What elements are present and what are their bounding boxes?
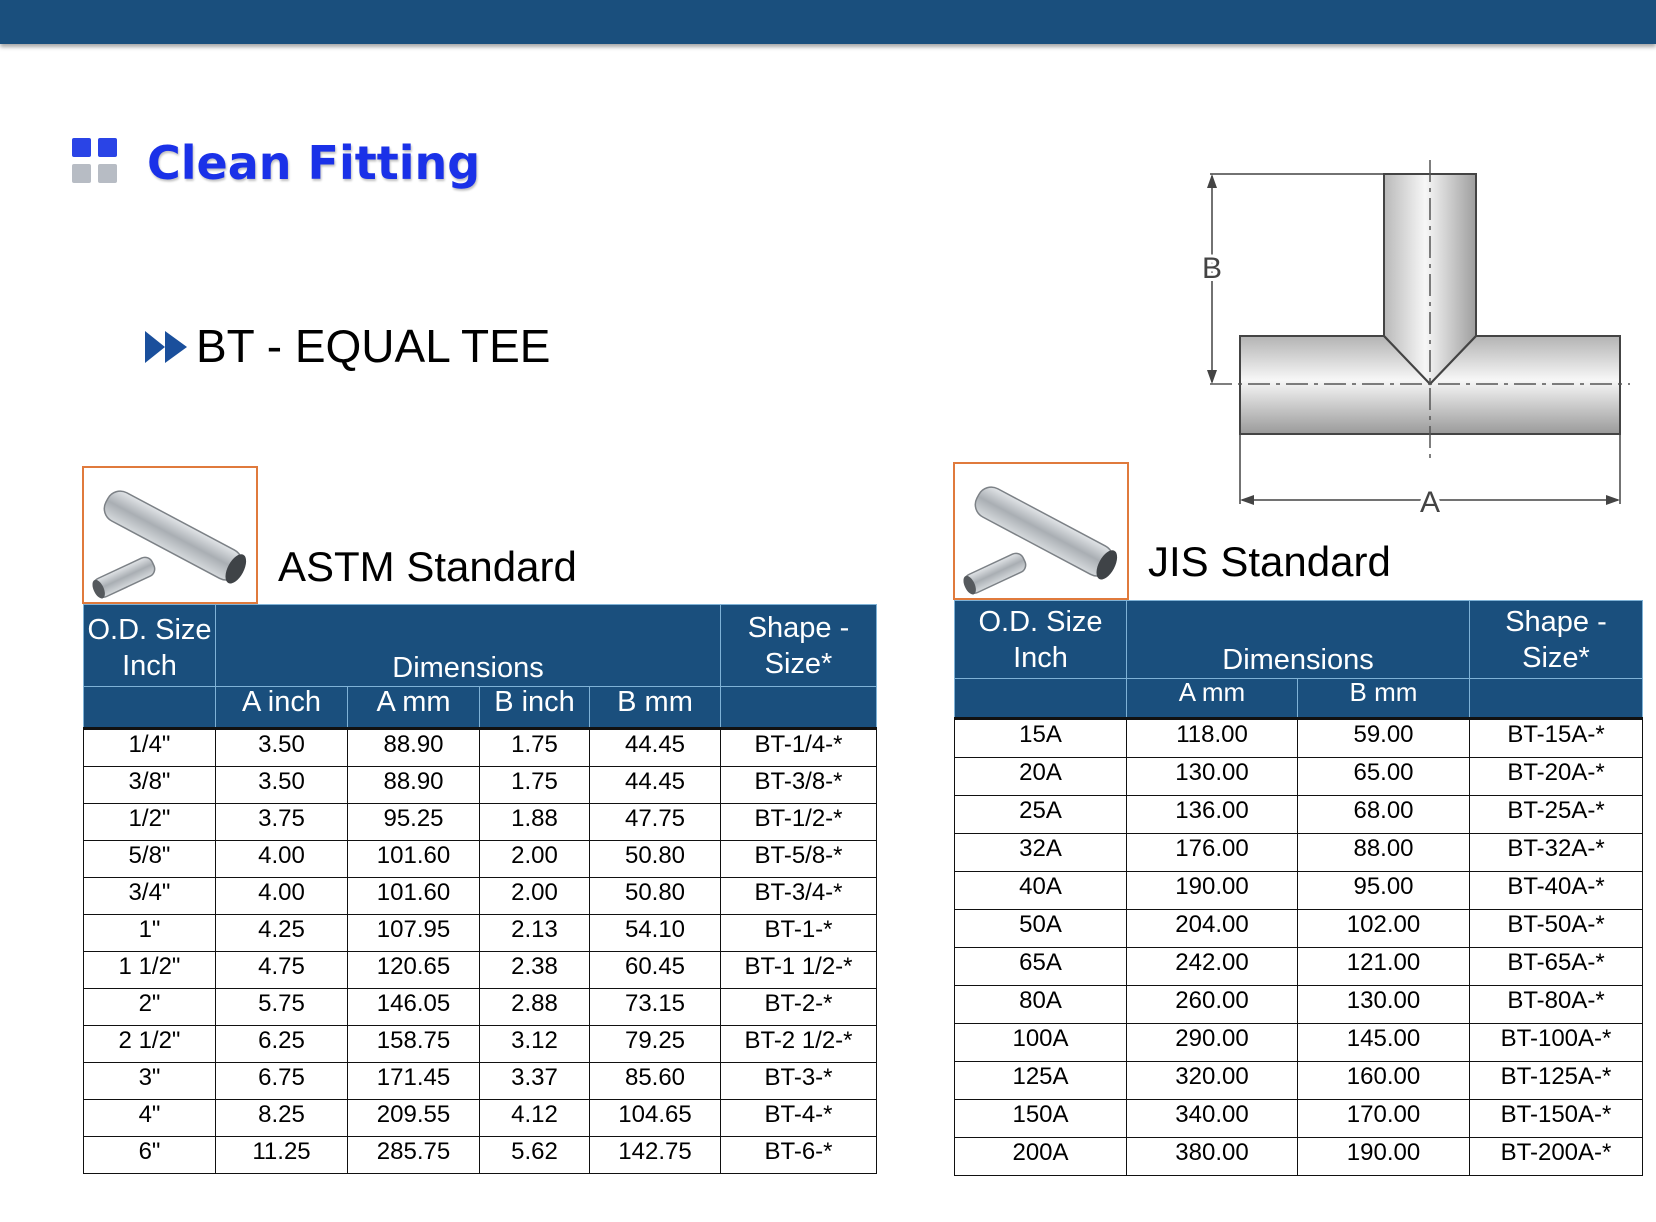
- table-row: [84, 915, 877, 952]
- table-row: [84, 841, 877, 878]
- table-row: [955, 910, 1643, 948]
- table-cell: 102.00: [1298, 910, 1470, 948]
- table-cell: BT-1/2-*: [721, 804, 877, 841]
- table-cell: BT-50A-*: [1470, 910, 1643, 948]
- table-cell: 2.38: [480, 952, 590, 989]
- table-cell: 2.88: [480, 989, 590, 1026]
- table-cell: 146.05: [348, 989, 480, 1026]
- table-cell: 25A: [955, 796, 1127, 834]
- table-cell: 3.50: [216, 729, 348, 767]
- tee-dimension-diagram: [1190, 152, 1630, 524]
- jis-spec-table: [954, 600, 1643, 1176]
- table-cell: BT-3-*: [721, 1063, 877, 1100]
- equal-tee-photo: [953, 462, 1129, 600]
- table-cell: 142.75: [590, 1137, 721, 1174]
- table-cell: BT-32A-*: [1470, 834, 1643, 872]
- table-cell: 6.75: [216, 1063, 348, 1100]
- table-cell: 118.00: [1127, 719, 1298, 758]
- table-cell: 107.95: [348, 915, 480, 952]
- table-cell: 54.10: [590, 915, 721, 952]
- table-cell: 4": [84, 1100, 216, 1137]
- table-cell: 101.60: [348, 841, 480, 878]
- table-cell: 136.00: [1127, 796, 1298, 834]
- table-cell: 5.75: [216, 989, 348, 1026]
- four-squares-icon: [72, 138, 126, 192]
- table-cell: BT-80A-*: [1470, 986, 1643, 1024]
- table-cell: 204.00: [1127, 910, 1298, 948]
- table-cell: 1.75: [480, 729, 590, 767]
- table-row: [84, 952, 877, 989]
- col-a-mm: A mm: [1127, 679, 1298, 719]
- table-cell: BT-3/8-*: [721, 767, 877, 804]
- table-cell: 80A: [955, 986, 1127, 1024]
- table-cell: BT-1-*: [721, 915, 877, 952]
- col-od-size-sub: [84, 687, 216, 729]
- table-cell: 2.00: [480, 878, 590, 915]
- table-row: [955, 872, 1643, 910]
- table-cell: 125A: [955, 1062, 1127, 1100]
- table-cell: 5/8": [84, 841, 216, 878]
- table-cell: 3.75: [216, 804, 348, 841]
- table-cell: 4.75: [216, 952, 348, 989]
- table-cell: 50A: [955, 910, 1127, 948]
- table-cell: 285.75: [348, 1137, 480, 1174]
- table-cell: 100A: [955, 1024, 1127, 1062]
- table-row: [84, 729, 877, 767]
- table-cell: 88.00: [1298, 834, 1470, 872]
- table-cell: 44.45: [590, 729, 721, 767]
- col-a-mm: A mm: [348, 687, 480, 729]
- table-cell: 68.00: [1298, 796, 1470, 834]
- table-cell: 95.00: [1298, 872, 1470, 910]
- table-row: [84, 804, 877, 841]
- table-cell: 50.80: [590, 878, 721, 915]
- table-cell: 3": [84, 1063, 216, 1100]
- jis-standard-label: JIS Standard: [1148, 538, 1391, 585]
- table-row: [955, 1138, 1643, 1176]
- table-cell: BT-1/4-*: [721, 729, 877, 767]
- table-cell: BT-5/8-*: [721, 841, 877, 878]
- table-cell: BT-125A-*: [1470, 1062, 1643, 1100]
- equal-tee-photo: [82, 466, 258, 604]
- table-cell: 88.90: [348, 729, 480, 767]
- table-cell: 160.00: [1298, 1062, 1470, 1100]
- table-cell: BT-65A-*: [1470, 948, 1643, 986]
- table-cell: 3/8": [84, 767, 216, 804]
- table-cell: 8.25: [216, 1100, 348, 1137]
- table-cell: BT-20A-*: [1470, 758, 1643, 796]
- table-cell: 47.75: [590, 804, 721, 841]
- table-cell: 3.12: [480, 1026, 590, 1063]
- table-cell: BT-2-*: [721, 989, 877, 1026]
- table-cell: 60.45: [590, 952, 721, 989]
- table-cell: 2 1/2": [84, 1026, 216, 1063]
- dimension-a-label: A: [1419, 486, 1441, 519]
- table-cell: 2": [84, 989, 216, 1026]
- astm-standard-label: ASTM Standard: [278, 543, 577, 590]
- table-cell: 190.00: [1298, 1138, 1470, 1176]
- table-cell: 5.62: [480, 1137, 590, 1174]
- table-cell: 320.00: [1127, 1062, 1298, 1100]
- col-shape-size: Shape - Size*: [721, 605, 877, 687]
- table-cell: 88.90: [348, 767, 480, 804]
- table-cell: 73.15: [590, 989, 721, 1026]
- table-cell: BT-1 1/2-*: [721, 952, 877, 989]
- table-cell: 290.00: [1127, 1024, 1298, 1062]
- table-row: [84, 1137, 877, 1174]
- table-row: [955, 796, 1643, 834]
- table-cell: 1/4": [84, 729, 216, 767]
- table-row: [84, 767, 877, 804]
- table-cell: 20A: [955, 758, 1127, 796]
- table-cell: BT-150A-*: [1470, 1100, 1643, 1138]
- table-cell: 3.50: [216, 767, 348, 804]
- col-a-inch: A inch: [216, 687, 348, 729]
- col-dimensions: Dimensions: [1127, 601, 1470, 679]
- col-b-inch: B inch: [480, 687, 590, 729]
- table-cell: BT-3/4-*: [721, 878, 877, 915]
- table-cell: 4.12: [480, 1100, 590, 1137]
- double-arrow-icon: [143, 327, 193, 367]
- col-od-size: O.D. Size Inch: [84, 605, 216, 687]
- table-cell: 200A: [955, 1138, 1127, 1176]
- table-row: [955, 834, 1643, 872]
- table-cell: 59.00: [1298, 719, 1470, 758]
- table-cell: 1/2": [84, 804, 216, 841]
- table-cell: 260.00: [1127, 986, 1298, 1024]
- table-cell: 85.60: [590, 1063, 721, 1100]
- table-cell: 190.00: [1127, 872, 1298, 910]
- table-cell: 176.00: [1127, 834, 1298, 872]
- dimension-b-label: B: [1201, 252, 1223, 285]
- table-row: [955, 719, 1643, 758]
- col-od-size: O.D. Size Inch: [955, 601, 1127, 679]
- table-cell: 1": [84, 915, 216, 952]
- table-row: [955, 1100, 1643, 1138]
- col-b-mm: B mm: [590, 687, 721, 729]
- table-cell: 209.55: [348, 1100, 480, 1137]
- table-cell: 4.25: [216, 915, 348, 952]
- table-cell: 130.00: [1127, 758, 1298, 796]
- table-cell: 65A: [955, 948, 1127, 986]
- table-cell: BT-25A-*: [1470, 796, 1643, 834]
- table-row: [955, 758, 1643, 796]
- table-cell: 150A: [955, 1100, 1127, 1138]
- table-row: [84, 878, 877, 915]
- table-cell: 171.45: [348, 1063, 480, 1100]
- col-shape-size: Shape - Size*: [1470, 601, 1643, 679]
- table-cell: 380.00: [1127, 1138, 1298, 1176]
- table-cell: BT-15A-*: [1470, 719, 1643, 758]
- table-cell: 242.00: [1127, 948, 1298, 986]
- table-cell: 1.75: [480, 767, 590, 804]
- table-cell: 104.65: [590, 1100, 721, 1137]
- table-cell: 11.25: [216, 1137, 348, 1174]
- table-cell: 2.13: [480, 915, 590, 952]
- table-cell: 4.00: [216, 841, 348, 878]
- table-cell: 50.80: [590, 841, 721, 878]
- table-cell: 6": [84, 1137, 216, 1174]
- table-cell: 15A: [955, 719, 1127, 758]
- table-row: [84, 1063, 877, 1100]
- table-cell: 3/4": [84, 878, 216, 915]
- table-row: [84, 1100, 877, 1137]
- col-dimensions: Dimensions: [216, 605, 721, 687]
- col-b-mm: B mm: [1298, 679, 1470, 719]
- table-cell: 101.60: [348, 878, 480, 915]
- table-cell: 2.00: [480, 841, 590, 878]
- table-cell: 158.75: [348, 1026, 480, 1063]
- table-cell: BT-6-*: [721, 1137, 877, 1174]
- table-cell: 40A: [955, 872, 1127, 910]
- col-shape-size-sub: [721, 687, 877, 729]
- col-shape-size-sub: [1470, 679, 1643, 719]
- table-cell: 340.00: [1127, 1100, 1298, 1138]
- table-row: [84, 1026, 877, 1063]
- table-cell: 4.00: [216, 878, 348, 915]
- table-cell: 6.25: [216, 1026, 348, 1063]
- table-row: [955, 986, 1643, 1024]
- table-cell: 145.00: [1298, 1024, 1470, 1062]
- table-cell: BT-40A-*: [1470, 872, 1643, 910]
- table-row: [955, 1062, 1643, 1100]
- table-cell: BT-200A-*: [1470, 1138, 1643, 1176]
- top-header-bar: [0, 0, 1656, 44]
- table-cell: 95.25: [348, 804, 480, 841]
- table-cell: 3.37: [480, 1063, 590, 1100]
- product-title: BT - EQUAL TEE: [196, 320, 551, 372]
- table-cell: BT-2 1/2-*: [721, 1026, 877, 1063]
- table-cell: 44.45: [590, 767, 721, 804]
- table-cell: 170.00: [1298, 1100, 1470, 1138]
- col-od-size-sub: [955, 679, 1127, 719]
- table-cell: 1.88: [480, 804, 590, 841]
- table-cell: 121.00: [1298, 948, 1470, 986]
- table-cell: BT-4-*: [721, 1100, 877, 1137]
- table-cell: BT-100A-*: [1470, 1024, 1643, 1062]
- table-cell: 79.25: [590, 1026, 721, 1063]
- page-title: Clean Fitting: [147, 136, 481, 190]
- table-row: [955, 948, 1643, 986]
- table-cell: 65.00: [1298, 758, 1470, 796]
- table-cell: 130.00: [1298, 986, 1470, 1024]
- table-row: [84, 989, 877, 1026]
- astm-spec-table: [83, 604, 877, 1174]
- table-cell: 32A: [955, 834, 1127, 872]
- table-row: [955, 1024, 1643, 1062]
- table-cell: 1 1/2": [84, 952, 216, 989]
- table-cell: 120.65: [348, 952, 480, 989]
